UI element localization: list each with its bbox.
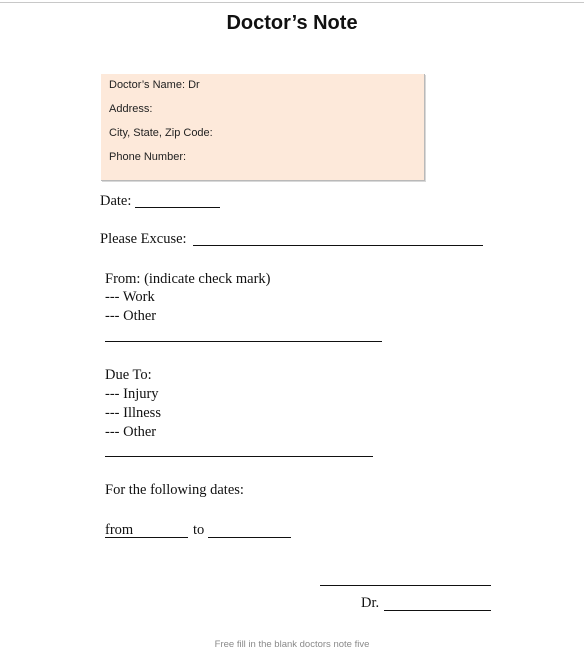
from-option-work: --- Work bbox=[105, 289, 155, 305]
following-dates-label: For the following dates: bbox=[105, 482, 244, 498]
phone-number-label: Phone Number: bbox=[109, 151, 187, 163]
excuse-label: Please Excuse: bbox=[100, 231, 187, 247]
date-label: Date: bbox=[100, 193, 132, 209]
due-to-heading: Due To: bbox=[105, 367, 152, 383]
excuse-blank-line[interactable] bbox=[193, 245, 483, 246]
city-state-zip-label: City, State, Zip Code: bbox=[109, 127, 213, 139]
doctor-name-label: Doctor’s Name: Dr bbox=[109, 79, 200, 91]
from-blank-line[interactable] bbox=[105, 341, 382, 342]
due-blank-line[interactable] bbox=[105, 456, 373, 457]
signature-line[interactable] bbox=[320, 585, 491, 586]
from-date-blank-line[interactable] bbox=[105, 537, 188, 538]
from-date-label: from bbox=[105, 522, 134, 538]
image-caption: Free fill in the blank doctors note five bbox=[214, 639, 370, 650]
to-date-label: to bbox=[193, 522, 205, 538]
address-label: Address: bbox=[109, 103, 153, 115]
date-blank-line[interactable] bbox=[135, 207, 220, 208]
due-option-injury: --- Injury bbox=[105, 386, 159, 402]
doctor-name-blank-line[interactable] bbox=[384, 610, 491, 611]
due-option-other: --- Other bbox=[105, 424, 157, 440]
page-title: Doctor’s Note bbox=[226, 12, 358, 34]
top-divider bbox=[0, 2, 584, 3]
to-date-blank-line[interactable] bbox=[208, 537, 291, 538]
from-section-heading: From: (indicate check mark) bbox=[105, 271, 271, 287]
due-option-illness: --- Illness bbox=[105, 405, 161, 421]
from-option-other: --- Other bbox=[105, 308, 157, 324]
signature-dr-label: Dr. bbox=[361, 595, 380, 611]
doctor-info-box bbox=[101, 74, 425, 181]
